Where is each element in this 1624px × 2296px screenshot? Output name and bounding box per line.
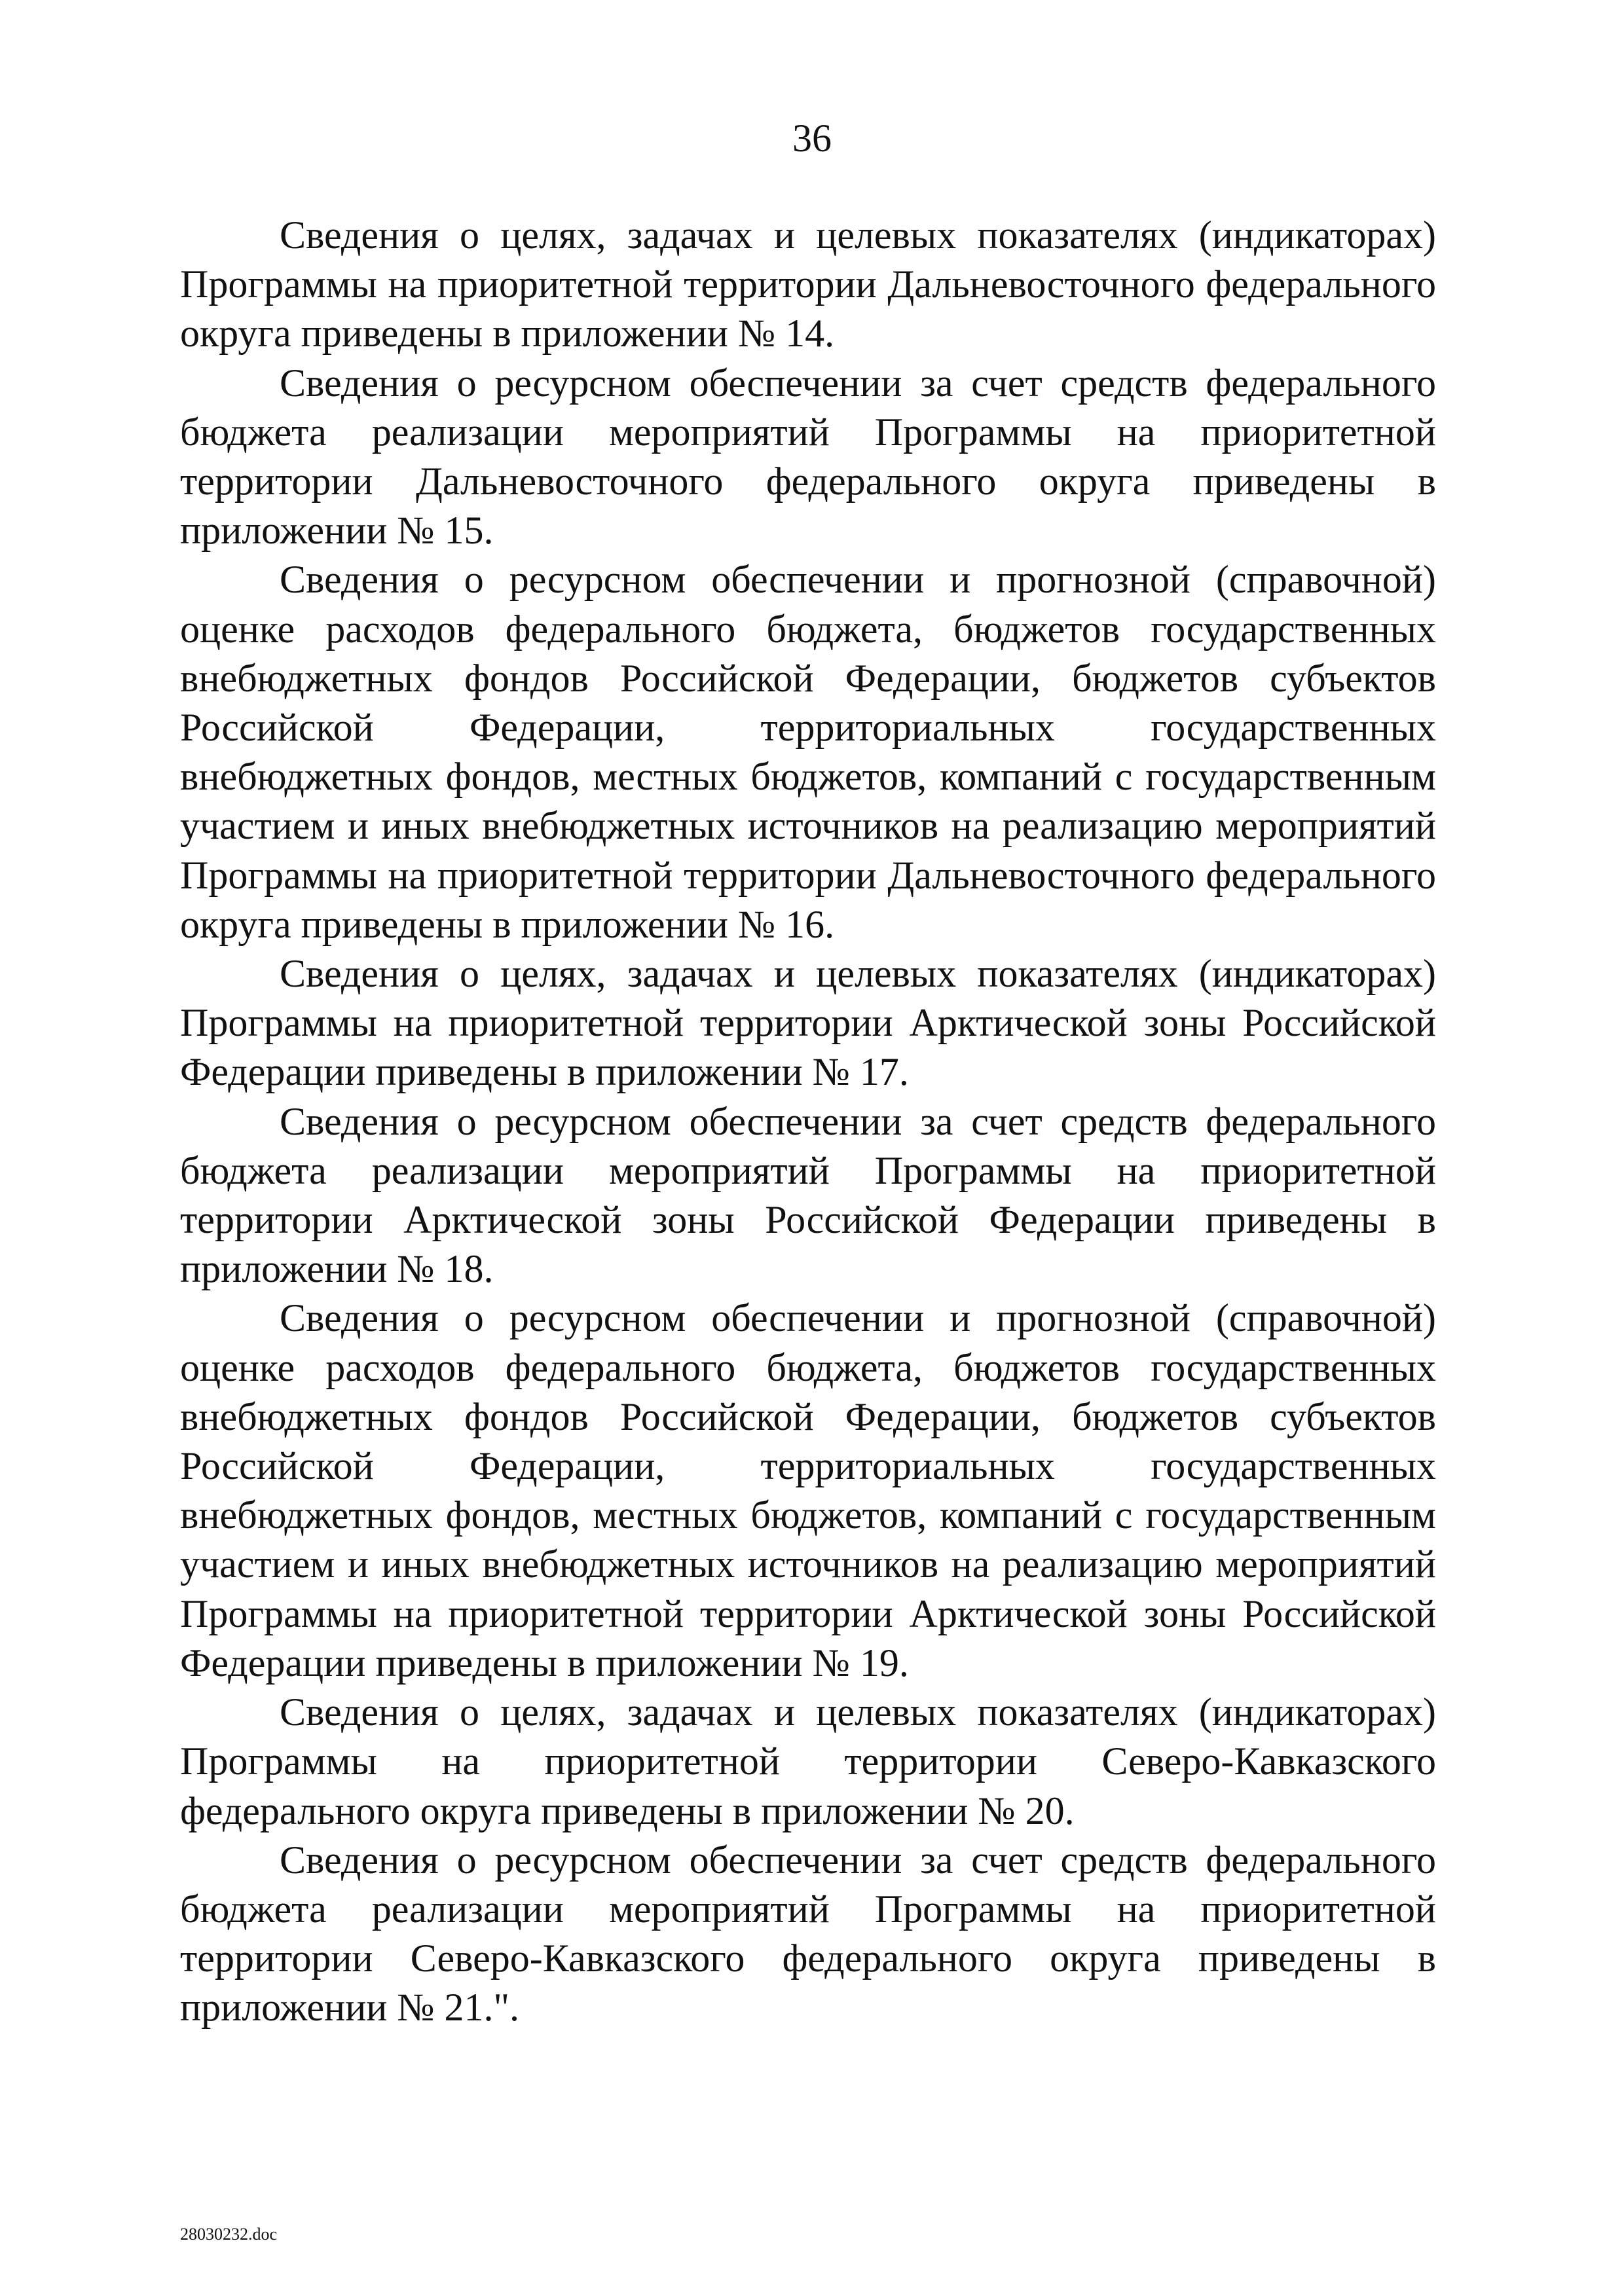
paragraph-federal-funding-north-caucasus: Сведения о ресурсном обеспечении за счет средств федерального бюджета реализации мероприятий Программы на приоритетной территории Северо-Кавказского федерального округа приведены в приложении № 21.". [180,1838,1436,2030]
paragraph-goals-far-east: Сведения о целях, задачах и целевых показателях (индикаторах) Программы на приоритетной территории Дальневосточного федерального округа приведены в приложении № 14. [180,213,1436,355]
document-body [180,211,1436,2033]
paragraph-federal-funding-far-east: Сведения о ресурсном обеспечении за счет средств федерального бюджета реализации мероприятий Программы на приоритетной территории Дальневосточного федерального округа приведены в приложении № 15. [180,361,1436,553]
paragraph-federal-funding-arctic: Сведения о ресурсном обеспечении за счет средств федерального бюджета реализации мероприятий Программы на приоритетной территории Арктической зоны Российской Федерации приведены в приложении № 18. [180,1099,1436,1291]
paragraph-resource-forecast-far-east: Сведения о ресурсном обеспечении и прогнозной (справочной) оценке расходов федерального бюджета, бюджетов государственных внебюджетных фондов Российской Федерации, бюджетов субъектов Российской Федерации, территориальных государственных внебюджетных фондов, местных бюджетов, компаний с государственным участием и иных внебюджетных источников на реализацию мероприятий Программы на приоритетной территории Дальневосточного федерального округа приведены в приложении № 16. [180,558,1436,946]
paragraph-goals-arctic: Сведения о целях, задачах и целевых показателях (индикаторах) Программы на приоритетной территории Арктической зоны Российской Федерации приведены в приложении № 17. [180,952,1436,1094]
footer-filename: 28030232.doc [180,2225,278,2244]
page-number: 36 [792,117,832,160]
paragraph-resource-forecast-arctic: Сведения о ресурсном обеспечении и прогнозной (справочной) оценке расходов федерального бюджета, бюджетов государственных внебюджетных фондов Российской Федерации, бюджетов субъектов Российской Федерации, территориальных государственных внебюджетных фондов, местных бюджетов, компаний с государственным участием и иных внебюджетных источников на реализацию мероприятий Программы на приоритетной территории Арктической зоны Российской Федерации приведены в приложении № 19. [180,1296,1436,1685]
paragraph-goals-north-caucasus: Сведения о целях, задачах и целевых показателях (индикаторах) Программы на приоритетной территории Северо-Кавказского федерального округа приведены в приложении № 20. [180,1690,1436,1832]
